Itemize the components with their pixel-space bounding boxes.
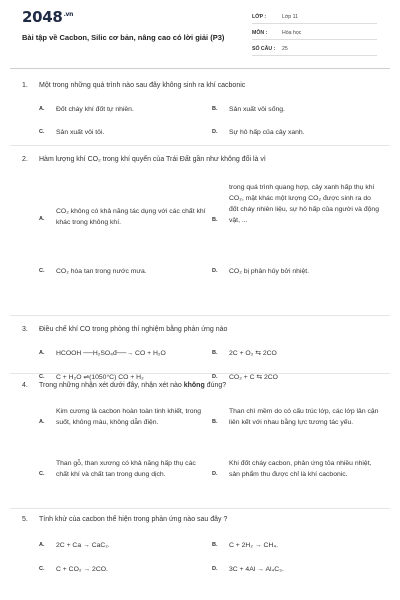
- meta-label: SỐ CÂU :: [252, 46, 276, 52]
- option-text: Than chì mềm do có cấu trúc lớp, các lớp lân cận liên kết với nhau bằng lực tương tác yếu.: [229, 408, 379, 426]
- meta-underline: [252, 39, 377, 40]
- option-letter: B.: [212, 350, 218, 356]
- question-4: [22, 382, 380, 502]
- option-text: C + 2H₂ → CH₄.: [229, 542, 279, 549]
- question-divider: [10, 145, 390, 146]
- option-text: Sản xuất vôi sống.: [229, 106, 285, 113]
- option-letter: B.: [212, 217, 218, 223]
- option-text: Khi đốt cháy cacbon, phản ứng tỏa nhiều nhiệt, sản phẩm thu được chỉ là khí cacbonic.: [229, 460, 372, 478]
- option-text: CO₂ bị phân hủy bởi nhiệt.: [229, 268, 310, 275]
- question-text-emphasis: không: [183, 382, 205, 389]
- option-text: C + H₂O ⇌(1050°C) CO + H₂: [56, 374, 144, 381]
- option-letter: C.: [39, 129, 45, 135]
- option-text: trong quá trình quang hợp, cây xanh hấp thụ khí CO₂, mặt khác một lượng CO₂ được sinh ra do đốt cháy nhiên liệu, sự hô hấp của người và động vật, ...: [229, 184, 379, 224]
- option-text: HCOOH ──H₂SO₄đ──→ CO + H₂O: [56, 350, 166, 357]
- header-divider: [10, 68, 390, 69]
- option-text: CO₂ hòa tan trong nước mưa.: [56, 268, 147, 275]
- question-text: Một trong những quá trình nào sau đây không sinh ra khí cacbonic: [39, 82, 246, 89]
- option-letter: D.: [212, 471, 218, 477]
- option-text: 2C + Ca → CaC₂.: [56, 542, 110, 549]
- question-number: 2.: [22, 156, 28, 163]
- meta-value: Lớp 11: [282, 14, 298, 20]
- option-text: Sự hô hấp của cây xanh.: [229, 129, 305, 136]
- page-header: [0, 0, 400, 62]
- question-number: 4.: [22, 382, 28, 389]
- option-letter: A.: [39, 542, 45, 548]
- option-letter: C.: [39, 268, 45, 274]
- option-text: 2C + O₂ ⇆ 2CO: [229, 350, 277, 357]
- meta-underline: [252, 23, 377, 24]
- document-title: Bài tập về Cacbon, Silic cơ bản, nâng cao có lời giải (P3): [22, 33, 225, 42]
- option-letter: A.: [39, 419, 45, 425]
- question-5: [22, 516, 380, 586]
- meta-value: 25: [282, 46, 288, 52]
- option-text: CO₂ + C ⇆ 2CO: [229, 374, 278, 381]
- question-divider: [10, 508, 390, 509]
- option-letter: D.: [212, 129, 218, 135]
- option-text: Kim cương là cacbon hoàn toàn tinh khiết, trong suốt, không màu, không dẫn điện.: [56, 408, 202, 426]
- option-letter: D.: [212, 374, 218, 380]
- question-text: Tính khử của cacbon thể hiện trong phản ứng nào sau đây ?: [39, 516, 228, 523]
- question-divider: [10, 315, 390, 316]
- option-text: CO₂ không có khả năng tác dụng với các chất khí khác trong không khí.: [56, 208, 206, 226]
- question-text-before: Trong những nhận xét dưới đây, nhận xét nào: [39, 382, 184, 389]
- question-text: [39, 382, 377, 389]
- option-letter: B.: [212, 419, 218, 425]
- logo-suffix: .vn: [63, 11, 74, 18]
- option-text: 3C + 4Al → Al₄C₃.: [229, 566, 284, 573]
- question-text: Điều chế khí CO trong phòng thí nghiệm bằng phản ứng nào: [39, 326, 228, 333]
- option-letter: A.: [39, 216, 45, 222]
- option-letter: A.: [39, 350, 45, 356]
- option-letter: D.: [212, 566, 218, 572]
- option-text: Sản xuất vôi tôi.: [56, 129, 105, 136]
- question-number: 3.: [22, 326, 28, 333]
- question-divider: [10, 373, 390, 374]
- option-text: Than gỗ, than xương có khả năng hấp thụ các chất khí và chất tan trong dung dịch.: [56, 460, 196, 478]
- question-number: 5.: [22, 516, 28, 523]
- option-letter: D.: [212, 268, 218, 274]
- option-letter: C.: [39, 471, 45, 477]
- option-letter: C.: [39, 374, 45, 380]
- option-text: Đốt cháy khí đốt tự nhiên.: [56, 106, 134, 113]
- option-letter: B.: [212, 542, 218, 548]
- logo-text: 2048: [22, 8, 63, 26]
- question-text-after: đúng?: [204, 382, 227, 389]
- meta-label: LỚP :: [252, 14, 267, 20]
- question-text: Hàm lượng khí CO₂ trong khí quyển của Trái Đất gần như không đổi là vì: [39, 156, 266, 163]
- option-letter: B.: [212, 106, 218, 112]
- option-text: C + CO₂ → 2CO.: [56, 566, 108, 573]
- question-number: 1.: [22, 82, 28, 89]
- site-logo[interactable]: [22, 8, 73, 26]
- meta-underline: [252, 55, 377, 56]
- meta-label: MÔN :: [252, 30, 268, 36]
- option-letter: C.: [39, 566, 45, 572]
- option-letter: A.: [39, 106, 45, 112]
- question-2: [22, 156, 380, 286]
- meta-value: Hóa học: [282, 30, 302, 36]
